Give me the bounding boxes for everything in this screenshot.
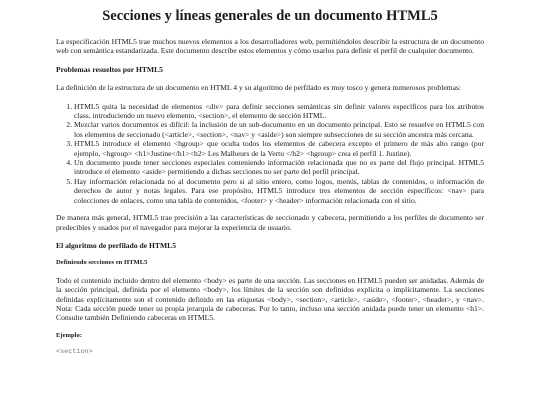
list-item: 4. Un documento puede tener secciones especiales conteniendo información relacionada que no es parte del flujo principal. HTML5 introduce el elemento <aside> permitiendo a dichas secciones no ser parte del perfil principal.	[74, 158, 484, 177]
list-item: 1. HTML5 quita la necesidad de elementos <div> para definir secciones semánticas sin definir valores específicos para los atributos class, introduciendo un nuevo elemento, <section>, el elemento de sección HTML.	[74, 102, 484, 121]
list-item: 5. Hay información relacionada no al documento pero si al sitio entero, como logos, menús, tablas de contenidos, o información de derechos de autor y notas legales. Para ese propósito, HTML5 introduce tres elementos de sección específicos: <nav> para colecciones de enlaces, como una tabla de contenidos, <footer> y <header> información relacionada con el sitio.	[74, 177, 484, 205]
list-item: 2. Mezclar varios documentos es difícil: la inclusión de un sub-documento en un documento principal. Esto se resuelve en HTML5 con los elementos de seccionado (<article>, <section>, <nav> y <aside>) son siempre subsecciones de su sección ancestra más cercana.	[74, 120, 484, 139]
list-item: 3. HTML5 introduce el elemento <hgroup> que oculta todos los elementos de cabecera excepto el primero de más alto rango (por ejemplo, <hgroup> <h1>Justine</h1><h2> Les Malheurs de la Vertu </h2> <hgroup> crea el perfil 1. Justine).	[74, 139, 484, 158]
problems-heading: Problemas resueltos por HTML5	[56, 64, 163, 74]
algorithm-heading: El algoritmo de perfilado de HTML5	[56, 240, 177, 250]
sections-subheading: Definiendo secciones en HTML5	[56, 259, 148, 267]
page-title: Secciones y líneas generales de un documento HTML5	[102, 8, 438, 24]
code-example: <section>	[56, 348, 93, 357]
problems-list	[56, 102, 484, 205]
algorithm-paragraph: Todo el contenido incluido dentro del elemento <body> es parte de una sección. Las secciones en HTML5 pueden ser anidadas. Además de la sección principal, definida por el elemento <body>, los límites de la sección son definidos explícita o implícitamente. La secciones definidas explícitamente son el contenido definido en las etiquetas <body>, <section>, <article>, <aside>, <footer>, <header>, y <nav>. Nota: Cada sección puede tener su propia jerarquía de cabeceras. Por lo tanto, incluso una sección anidada puede tener un elemento <h1>. Consulte también Definiendo cabeceras en HTML5.	[56, 275, 484, 323]
example-label: Ejemplo:	[56, 331, 83, 339]
problems-lead: La definición de la estructura de un documento en HTML 4 y su algoritmo de perfilado es muy tosco y genera numerosos problemas:	[56, 83, 462, 93]
intro-paragraph: La especificación HTML5 trae muchos nuevos elementos a los desarrolladores web, permitiéndoles describir la estructura de un documento web con semántica estandarizada. Este documento describe estos elementos y cómo usarlos para definir el perfil de cualquier documento.	[56, 37, 484, 56]
summary-paragraph: De manera más general, HTML5 trae precisión a las características de seccionado y cabecera, permitiendo a los perfiles de documento ser predecibles y usados por el navegador para mejorar la experiencia de usuario.	[56, 213, 484, 232]
